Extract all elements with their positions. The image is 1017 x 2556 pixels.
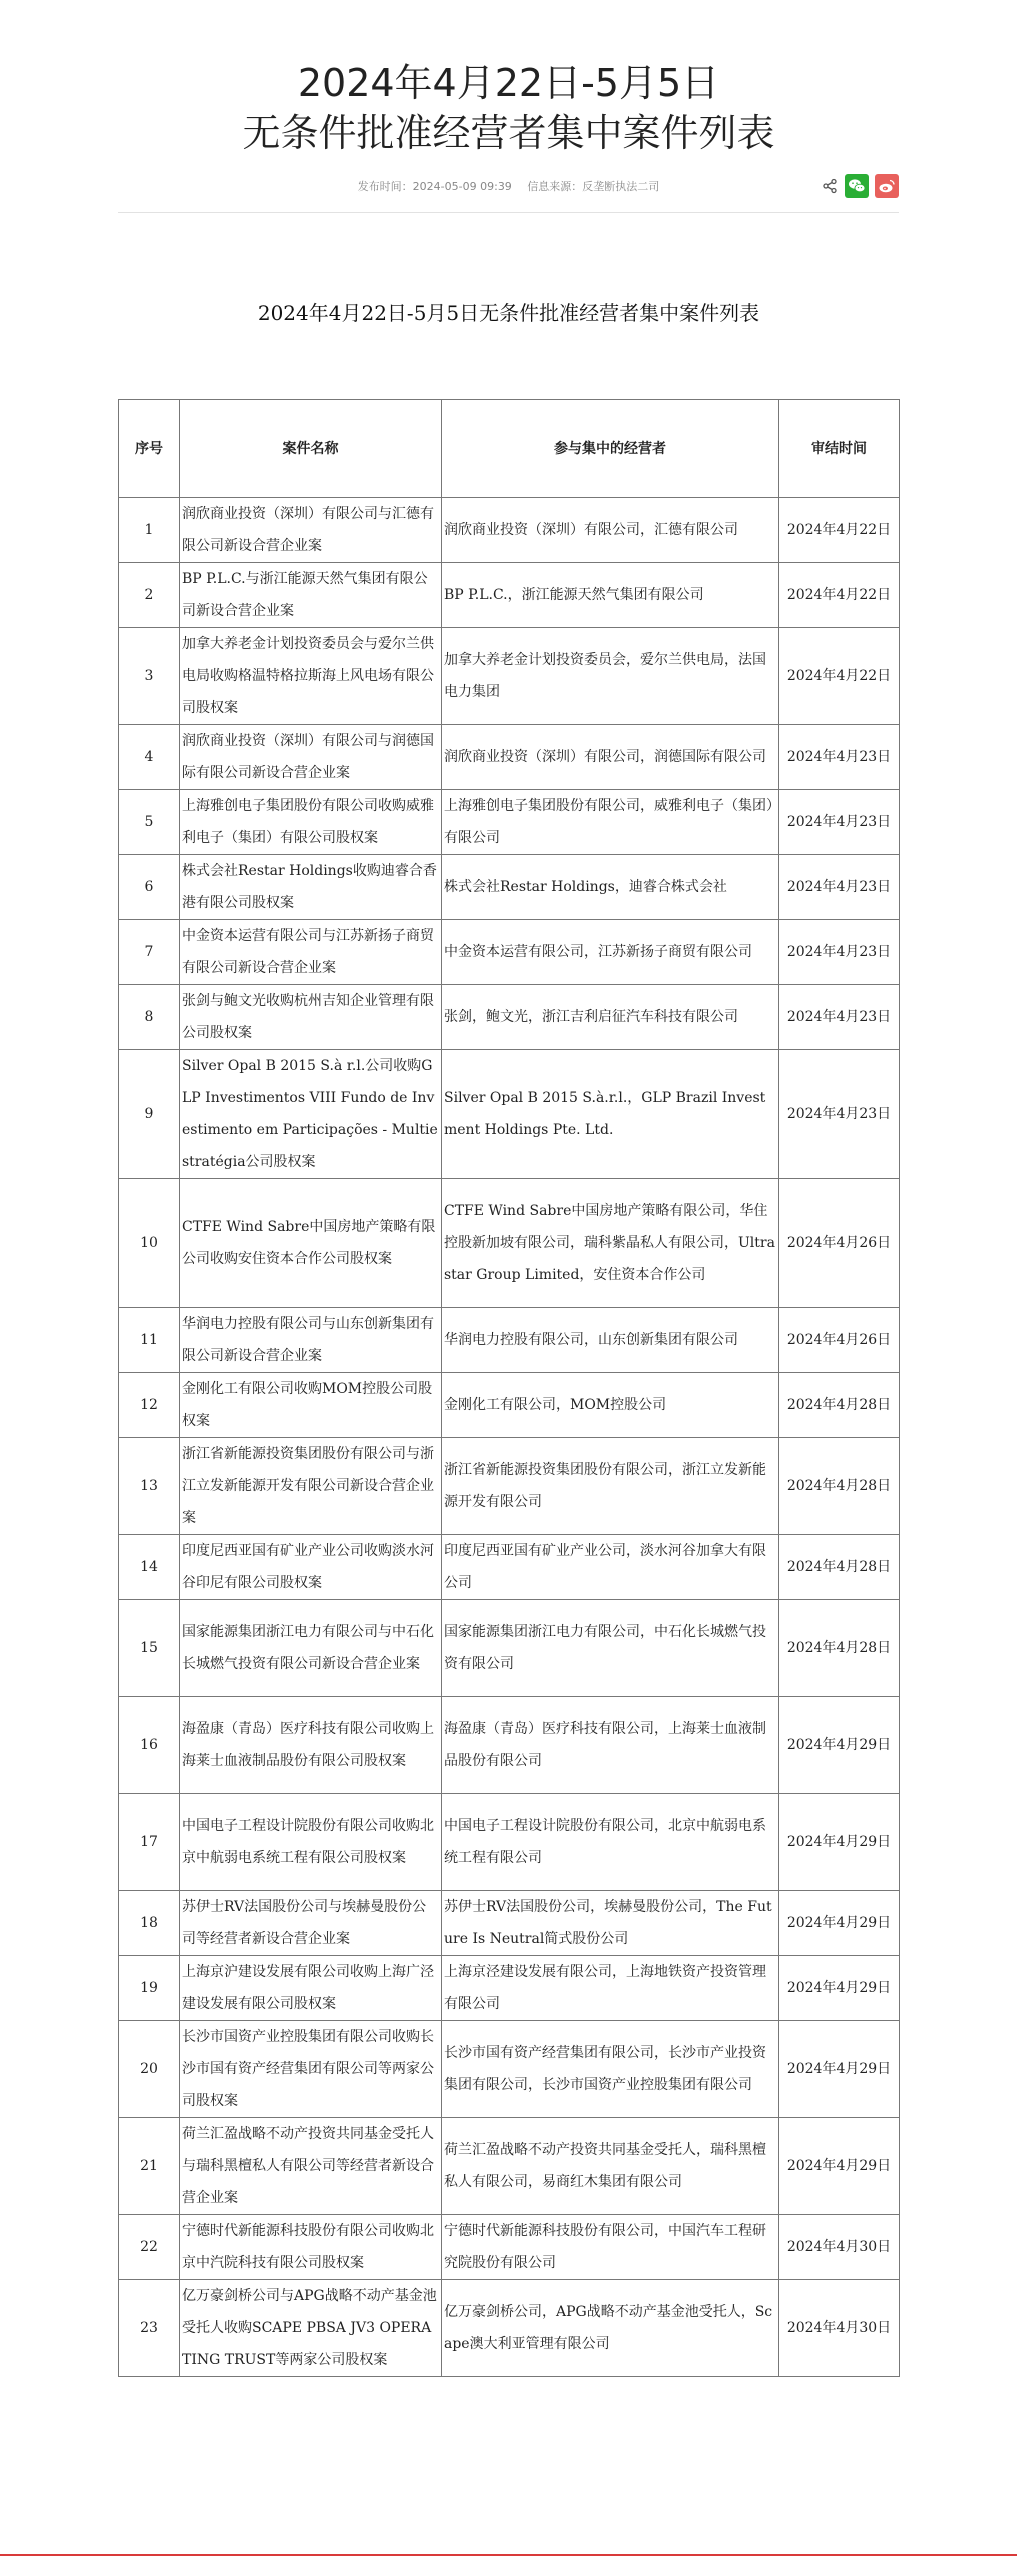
- cell-case-name: CTFE Wind Sabre中国房地产策略有限公司收购安住资本合作公司股权案: [180, 1179, 442, 1308]
- cell-no: 3: [119, 628, 180, 725]
- cell-operators: 润欣商业投资（深圳）有限公司，汇德有限公司: [442, 498, 779, 563]
- article-meta: [118, 172, 899, 200]
- cell-operators: 金刚化工有限公司，MOM控股公司: [442, 1373, 779, 1438]
- cell-date: 2024年4月22日: [779, 563, 900, 628]
- cell-date: 2024年4月28日: [779, 1600, 900, 1697]
- cell-date: 2024年4月26日: [779, 1308, 900, 1373]
- cell-case-name: 株式会社Restar Holdings收购迪睿合香港有限公司股权案: [180, 855, 442, 920]
- cell-operators: 上海雅创电子集团股份有限公司，威雅利电子（集团）有限公司: [442, 790, 779, 855]
- cell-date: 2024年4月29日: [779, 1956, 900, 2021]
- cell-no: 14: [119, 1535, 180, 1600]
- table-row: [119, 1794, 900, 1891]
- cell-operators: 苏伊士RV法国股份公司，埃赫曼股份公司，The Future Is Neutral简式股份公司: [442, 1891, 779, 1956]
- cases-table: [118, 399, 900, 2377]
- cell-case-name: 加拿大养老金计划投资委员会与爱尔兰供电局收购格温特格拉斯海上风电场有限公司股权案: [180, 628, 442, 725]
- table-row: [119, 855, 900, 920]
- cell-date: 2024年4月23日: [779, 790, 900, 855]
- wechat-icon[interactable]: [845, 174, 869, 198]
- cell-case-name: 上海京沪建设发展有限公司收购上海广泾建设发展有限公司股权案: [180, 1956, 442, 2021]
- cell-date: 2024年4月23日: [779, 855, 900, 920]
- cell-case-name: 润欣商业投资（深圳）有限公司与润德国际有限公司新设合营企业案: [180, 725, 442, 790]
- page-title-line-1: 2024年4月22日-5月5日: [297, 61, 720, 105]
- cell-case-name: 张剑与鲍文光收购杭州吉知企业管理有限公司股权案: [180, 985, 442, 1050]
- weibo-icon[interactable]: [875, 174, 899, 198]
- cell-date: 2024年4月29日: [779, 2021, 900, 2118]
- cell-date: 2024年4月28日: [779, 1535, 900, 1600]
- cell-no: 5: [119, 790, 180, 855]
- table-row: [119, 920, 900, 985]
- cell-no: 23: [119, 2280, 180, 2377]
- cell-no: 6: [119, 855, 180, 920]
- cell-case-name: BP P.L.C.与浙江能源天然气集团有限公司新设合营企业案: [180, 563, 442, 628]
- cell-no: 10: [119, 1179, 180, 1308]
- cell-date: 2024年4月23日: [779, 985, 900, 1050]
- table-row: [119, 498, 900, 563]
- cell-date: 2024年4月28日: [779, 1438, 900, 1535]
- cell-no: 18: [119, 1891, 180, 1956]
- cell-operators: 中金资本运营有限公司，江苏新扬子商贸有限公司: [442, 920, 779, 985]
- cell-operators: 国家能源集团浙江电力有限公司，中石化长城燃气投资有限公司: [442, 1600, 779, 1697]
- table-row: [119, 790, 900, 855]
- cell-no: 7: [119, 920, 180, 985]
- header-no: 序号: [119, 400, 180, 498]
- table-row: [119, 563, 900, 628]
- cell-date: 2024年4月23日: [779, 920, 900, 985]
- table-row: [119, 2280, 900, 2377]
- document-title: 2024年4月22日-5月5日无条件批准经营者集中案件列表: [257, 301, 760, 325]
- cell-no: 2: [119, 563, 180, 628]
- table-row: [119, 2021, 900, 2118]
- cell-case-name: 浙江省新能源投资集团股份有限公司与浙江立发新能源开发有限公司新设合营企业案: [180, 1438, 442, 1535]
- header-name: 案件名称: [180, 400, 442, 498]
- cell-no: 8: [119, 985, 180, 1050]
- cell-date: 2024年4月29日: [779, 1891, 900, 1956]
- table-row: [119, 1891, 900, 1956]
- cell-no: 21: [119, 2118, 180, 2215]
- header-date: 审结时间: [779, 400, 900, 498]
- cell-date: 2024年4月23日: [779, 725, 900, 790]
- header-divider: [118, 212, 899, 213]
- cell-no: 20: [119, 2021, 180, 2118]
- cell-case-name: 苏伊士RV法国股份公司与埃赫曼股份公司等经营者新设合营企业案: [180, 1891, 442, 1956]
- table-row: [119, 1373, 900, 1438]
- cell-no: 19: [119, 1956, 180, 2021]
- cell-operators: 加拿大养老金计划投资委员会，爱尔兰供电局，法国电力集团: [442, 628, 779, 725]
- cell-operators: 印度尼西亚国有矿业产业公司，淡水河谷加拿大有限公司: [442, 1535, 779, 1600]
- cell-case-name: Silver Opal B 2015 S.à r.l.公司收购GLP Investimentos VIII Fundo de Investimento em Participações - Multiestratégia公司股权案: [180, 1050, 442, 1179]
- cell-date: 2024年4月29日: [779, 2118, 900, 2215]
- table-row: [119, 725, 900, 790]
- cell-no: 22: [119, 2215, 180, 2280]
- meta-text: [118, 178, 899, 194]
- cell-no: 12: [119, 1373, 180, 1438]
- cell-operators: 中国电子工程设计院股份有限公司，北京中航弱电系统工程有限公司: [442, 1794, 779, 1891]
- cell-case-name: 金刚化工有限公司收购MOM控股公司股权案: [180, 1373, 442, 1438]
- cell-date: 2024年4月30日: [779, 2280, 900, 2377]
- cell-no: 4: [119, 725, 180, 790]
- cell-date: 2024年4月22日: [779, 628, 900, 725]
- table-row: [119, 2118, 900, 2215]
- cell-case-name: 中国电子工程设计院股份有限公司收购北京中航弱电系统工程有限公司股权案: [180, 1794, 442, 1891]
- cell-operators: 荷兰汇盈战略不动产投资共同基金受托人，瑞科黑檀私人有限公司，易商红木集团有限公司: [442, 2118, 779, 2215]
- cell-operators: 长沙市国有资产经营集团有限公司，长沙市产业投资集团有限公司，长沙市国资产业控股集团有限公司: [442, 2021, 779, 2118]
- cell-operators: Silver Opal B 2015 S.à.r.l.，GLP Brazil Investment Holdings Pte. Ltd.: [442, 1050, 779, 1179]
- cell-date: 2024年4月29日: [779, 1697, 900, 1794]
- info-source: 信息来源：反垄断执法二司: [527, 180, 660, 193]
- cell-case-name: 亿万豪剑桥公司与APG战略不动产基金池受托人收购SCAPE PBSA JV3 OPERATING TRUST等两家公司股权案: [180, 2280, 442, 2377]
- table-row: [119, 1438, 900, 1535]
- cell-operators: 浙江省新能源投资集团股份有限公司，浙江立发新能源开发有限公司: [442, 1438, 779, 1535]
- header-operators: 参与集中的经营者: [442, 400, 779, 498]
- table-row: [119, 628, 900, 725]
- share-icon-graphic: [822, 178, 838, 194]
- cell-operators: 上海京泾建设发展有限公司，上海地铁资产投资管理有限公司: [442, 1956, 779, 2021]
- table-row: [119, 985, 900, 1050]
- share-icon[interactable]: [821, 177, 839, 195]
- cell-operators: 宁德时代新能源科技股份有限公司，中国汽车工程研究院股份有限公司: [442, 2215, 779, 2280]
- cell-case-name: 国家能源集团浙江电力有限公司与中石化长城燃气投资有限公司新设合营企业案: [180, 1600, 442, 1697]
- weibo-icon-graphic: [878, 178, 896, 194]
- cell-no: 17: [119, 1794, 180, 1891]
- cell-no: 11: [119, 1308, 180, 1373]
- cell-date: 2024年4月30日: [779, 2215, 900, 2280]
- cell-case-name: 上海雅创电子集团股份有限公司收购威雅利电子（集团）有限公司股权案: [180, 790, 442, 855]
- cell-operators: 亿万豪剑桥公司，APG战略不动产基金池受托人，Scape澳大利亚管理有限公司: [442, 2280, 779, 2377]
- wechat-icon-graphic: [848, 178, 866, 194]
- cell-operators: 株式会社Restar Holdings，迪睿合株式会社: [442, 855, 779, 920]
- cell-no: 13: [119, 1438, 180, 1535]
- share-bar: [821, 172, 899, 200]
- cell-case-name: 海盈康（青岛）医疗科技有限公司收购上海莱士血液制品股份有限公司股权案: [180, 1697, 442, 1794]
- cell-case-name: 润欣商业投资（深圳）有限公司与汇德有限公司新设合营企业案: [180, 498, 442, 563]
- cell-operators: 海盈康（青岛）医疗科技有限公司，上海莱士血液制品股份有限公司: [442, 1697, 779, 1794]
- cell-operators: BP P.L.C.，浙江能源天然气集团有限公司: [442, 563, 779, 628]
- cell-operators: CTFE Wind Sabre中国房地产策略有限公司，华住控股新加坡有限公司，瑞科紫晶私人有限公司，Ultrastar Group Limited，安住资本合作公司: [442, 1179, 779, 1308]
- table-row: [119, 2215, 900, 2280]
- table-row: [119, 1956, 900, 2021]
- cell-case-name: 长沙市国资产业控股集团有限公司收购长沙市国有资产经营集团有限公司等两家公司股权案: [180, 2021, 442, 2118]
- table-row: [119, 1308, 900, 1373]
- cell-no: 15: [119, 1600, 180, 1697]
- cases-table-body: [119, 498, 900, 2377]
- cell-case-name: 中金资本运营有限公司与江苏新扬子商贸有限公司新设合营企业案: [180, 920, 442, 985]
- cell-operators: 润欣商业投资（深圳）有限公司，润德国际有限公司: [442, 725, 779, 790]
- cell-no: 1: [119, 498, 180, 563]
- publish-time: 发布时间：2024-05-09 09:39: [357, 180, 512, 193]
- cell-operators: 张剑，鲍文光，浙江吉利启征汽车科技有限公司: [442, 985, 779, 1050]
- table-row: [119, 1600, 900, 1697]
- cell-date: 2024年4月23日: [779, 1050, 900, 1179]
- table-row: [119, 1050, 900, 1179]
- table-row: [119, 1697, 900, 1794]
- cell-case-name: 荷兰汇盈战略不动产投资共同基金受托人与瑞科黑檀私人有限公司等经营者新设合营企业案: [180, 2118, 442, 2215]
- cell-case-name: 印度尼西亚国有矿业产业公司收购淡水河谷印尼有限公司股权案: [180, 1535, 442, 1600]
- cell-no: 16: [119, 1697, 180, 1794]
- cell-date: 2024年4月29日: [779, 1794, 900, 1891]
- cell-no: 9: [119, 1050, 180, 1179]
- table-row: [119, 1179, 900, 1308]
- table-header-row: [119, 400, 900, 498]
- table-row: [119, 1535, 900, 1600]
- cell-date: 2024年4月22日: [779, 498, 900, 563]
- cell-case-name: 华润电力控股有限公司与山东创新集团有限公司新设合营企业案: [180, 1308, 442, 1373]
- cell-operators: 华润电力控股有限公司，山东创新集团有限公司: [442, 1308, 779, 1373]
- cell-date: 2024年4月28日: [779, 1373, 900, 1438]
- cell-case-name: 宁德时代新能源科技股份有限公司收购北京中汽院科技有限公司股权案: [180, 2215, 442, 2280]
- page-title-line-2: 无条件批准经营者集中案件列表: [242, 111, 775, 155]
- cell-date: 2024年4月26日: [779, 1179, 900, 1308]
- page-title: [0, 58, 1017, 158]
